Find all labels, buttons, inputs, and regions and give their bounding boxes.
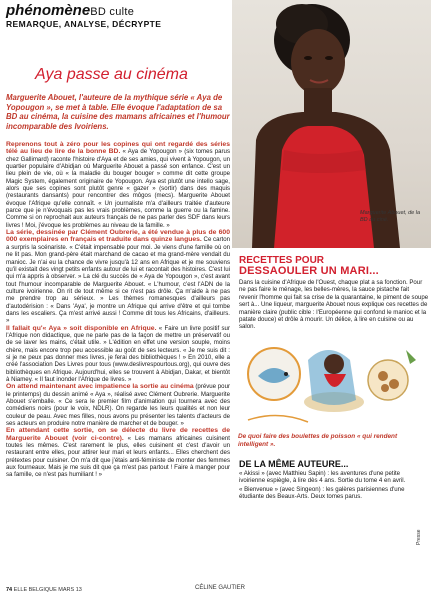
paragraph-lead: La série, dessinée par Clément Oubrerie, a été vendue à plus de 600 000 exemplaires en français et traduite dans quinze langues.: [6, 229, 230, 244]
paragraph-lead: Il fallait qu'« Aya » soit disponible en Afrique.: [6, 324, 157, 332]
rubrique-subtitle: REMARQUE, ANALYSE, DÉCRYPTE: [6, 19, 162, 29]
meme-auteure-box: [239, 459, 409, 501]
paragraph-text: « Faire un livre positif sur l'Afrique non didactique, que ne parle pas de la façon de mettre un préservatif ou de se laver les mains, c'était utile. » L'édition en effet une version souple, moins chère, mais encore trop peu accessible au goût de ses lecteurs. « Je me suis dit : si je ne peux pas donner mes livres, je ferai des bibliothèques ! » En 2010, elle a créé l'association Des Livres pour tous (www.deslivrespourtous.org), qui ouvre des bibliothèques en Afrique. Aujourd'hui, elles se trouvent à Abidjan, Dakar, et bientôt à Niamey. « Il faut inonder l'Afrique de livres. »: [6, 324, 230, 383]
rubrique-light: BD culte: [90, 6, 135, 18]
recettes-title-line1: RECETTES POUR: [239, 255, 325, 266]
illustration-caption: De quoi faire des boulettes de poisson « qui rendent intelligent ».: [238, 433, 398, 448]
paragraph-lead: On attend maintenant avec impatience la sortie au cinéma: [6, 383, 194, 391]
recettes-description: Dans la cuisine d'Afrique de l'Ouest, chaque plat a sa fonction. Pour ne pas faire le ménage, les belles-mères, la sauce pistache fait revenir l'homme qui fait sa crise de la quarantaine, le piment de soupe sert à... Une liqueur, marguerite Abouet nous explique ces recettes de manière claire (public cible : l'Européenne qui confond le manioc et la patate douce) et drôle à mourir. Un délice, à lire en cuisine ou au salon.: [239, 279, 429, 331]
recettes-title-line2: DESSAOULER UN MARI...: [239, 265, 379, 277]
paragraph-text: « Aya de Yopougon » (six tomes parus chez Gallimard) raconte l'histoire d'Aya et de ses amies, qui vivent à Yopougon, un quartier populaire d'Abidjan où Marguerite Abouet a passé son enfance. C'est un lieu plein de vie, où « la maladie du bouger bouger » comme dit cette groupe Magic System, également originaire de Yopougon. Aya est plutôt une intello sage, alors que ses copines sont plutôt genre « gazer » (sortir) dans des maquis (restaurants dansants) pour rencontrer des môgos (mecs). Marguerite Abouet évoque l'Afrique qu'elle connaît. « Un journaliste m'a d'ailleurs traitée d'auteure parce que je n'évoquais pas les vrais problèmes, comme la guerre ou la famine. Comme si on reprochait aux auteurs français de ne pas parler des SDF dans leurs livres ! Moi, j'évoque les problèmes au niveau de la famille. »: [6, 148, 230, 229]
recipe-illustration: [238, 330, 430, 430]
rubrique-title: [6, 3, 176, 20]
rubrique-header: [6, 3, 176, 29]
paragraph-text: (prévue pour le printemps) du dessin animé « Aya », réalisé avec Clément Oubrerie. Marguerite Abouet s'emballe. « Ce sera le premier film d'animation qui tournera avec des comédiens noirs (pour le voix, NDLR). On regarde les leurs qualités et non leur couleur de peau. Avec mes filles, nous avons pu présenter les talents d'acteurs de ses acteurs en produire notre manière de marcher et de bouger. »: [6, 383, 230, 428]
author-signature: CÉLINE GAUTIER: [195, 585, 246, 591]
meme-auteure-item-2: « Bienvenue » (avec Singeon) : les galères parisiennes d'une étudiante des Beaux-Arts. Deux tomes parus.: [239, 485, 405, 501]
paragraph-1: [6, 141, 230, 229]
paragraph-lead: En attendant cette sortie, on se délecte du livre de recettes de Marguerite Abouet (voir ci-contre).: [6, 427, 230, 442]
folio: [6, 587, 82, 593]
meme-auteure-title: DE LA MÊME AUTEURE...: [239, 459, 349, 469]
article-title: Aya passe au cinéma: [35, 66, 188, 83]
paragraph-text: Ce carton a surpris la scénariste. « C'était impensable pour moi. Je viens d'une famille où on ne lit pas. Mon grand-père était marchand de cacao et ma grand-mère vendait du manioc. Je n'ai eu la chance de vivre jusqu'à 12 ans en Afrique et je me souviens qu'il existait des vingt petits enfants autour de lui et racontait des histoires. C'est lui qui m'a appris à observer. » La clé du succès de « Aya de Yopougon », c'est avant tout l'humour incomparable de Marguerite Abouet. « L'humour, c'est l'ADN de la culture ivoirienne. On rit de tout même si ce n'est pas drôle. Ça m'aide à ne pas me prendre trop au sérieux. » Les thèmes romanesques d'ailleurs pas d'autodérision : « Dans 'Aya', je montre un Afrique qui arrive d'être et qui tombe dans les escaliers. Ça m'est arrivé aussi ! Comme dit tous les Africains, d'ailleurs. »: [6, 236, 230, 325]
paragraph-4: [6, 383, 230, 427]
recettes-title: [239, 256, 429, 276]
paragraph-3: [6, 325, 230, 384]
publication-info: ELLE BELGIQUE MARS 13: [13, 587, 82, 593]
meme-auteure-item-1: « Akissi » (avec Matthieu Sapin) : les aventures d'une petite ivoirienne espiègle, à lire dès 4 ans. Sortie du tome 4 en avril.: [239, 470, 406, 485]
rubrique-bold: phénomène: [6, 2, 91, 19]
paragraph-5: [6, 427, 230, 478]
paragraph-lead: Reprenons tout à zéro pour les copines qui ont regardé des séries télé au lieu de lire de la bonne BD.: [6, 141, 230, 156]
page-number: 74: [6, 587, 13, 593]
paragraph-text: « Les mamans africaines cuisinent toutes les mêmes. C'est rarement le plus, elles cuisinent et c'est d'avoir un restaurant entre elles, pour attirer leur mari et leurs enfants... Elles cherchent des prétextes pour cuisiner. On m'a dit que j'étais anti-féministe de monter des femmes aux fourneaux. Mais je me suis dit que ça m'est pas partout ! Faire à manger pour sa famille, ce n'est pas humiliant ! »: [6, 434, 230, 479]
photo-caption: Marguerite Abouet, de la BD au ciné.: [360, 210, 421, 223]
article-chapo: Marguerite Abouet, l'auteure de la mythique série « Aya de Yopougon », se met à table. Elle évoque l'adaptation de sa BD au cinéma, la cuisine des mamans africaines et l'humour incomparable des Ivoiriens.: [6, 93, 230, 131]
paragraph-2: [6, 229, 230, 324]
article-body: [6, 141, 230, 589]
photo-credit: Presse: [416, 529, 422, 545]
